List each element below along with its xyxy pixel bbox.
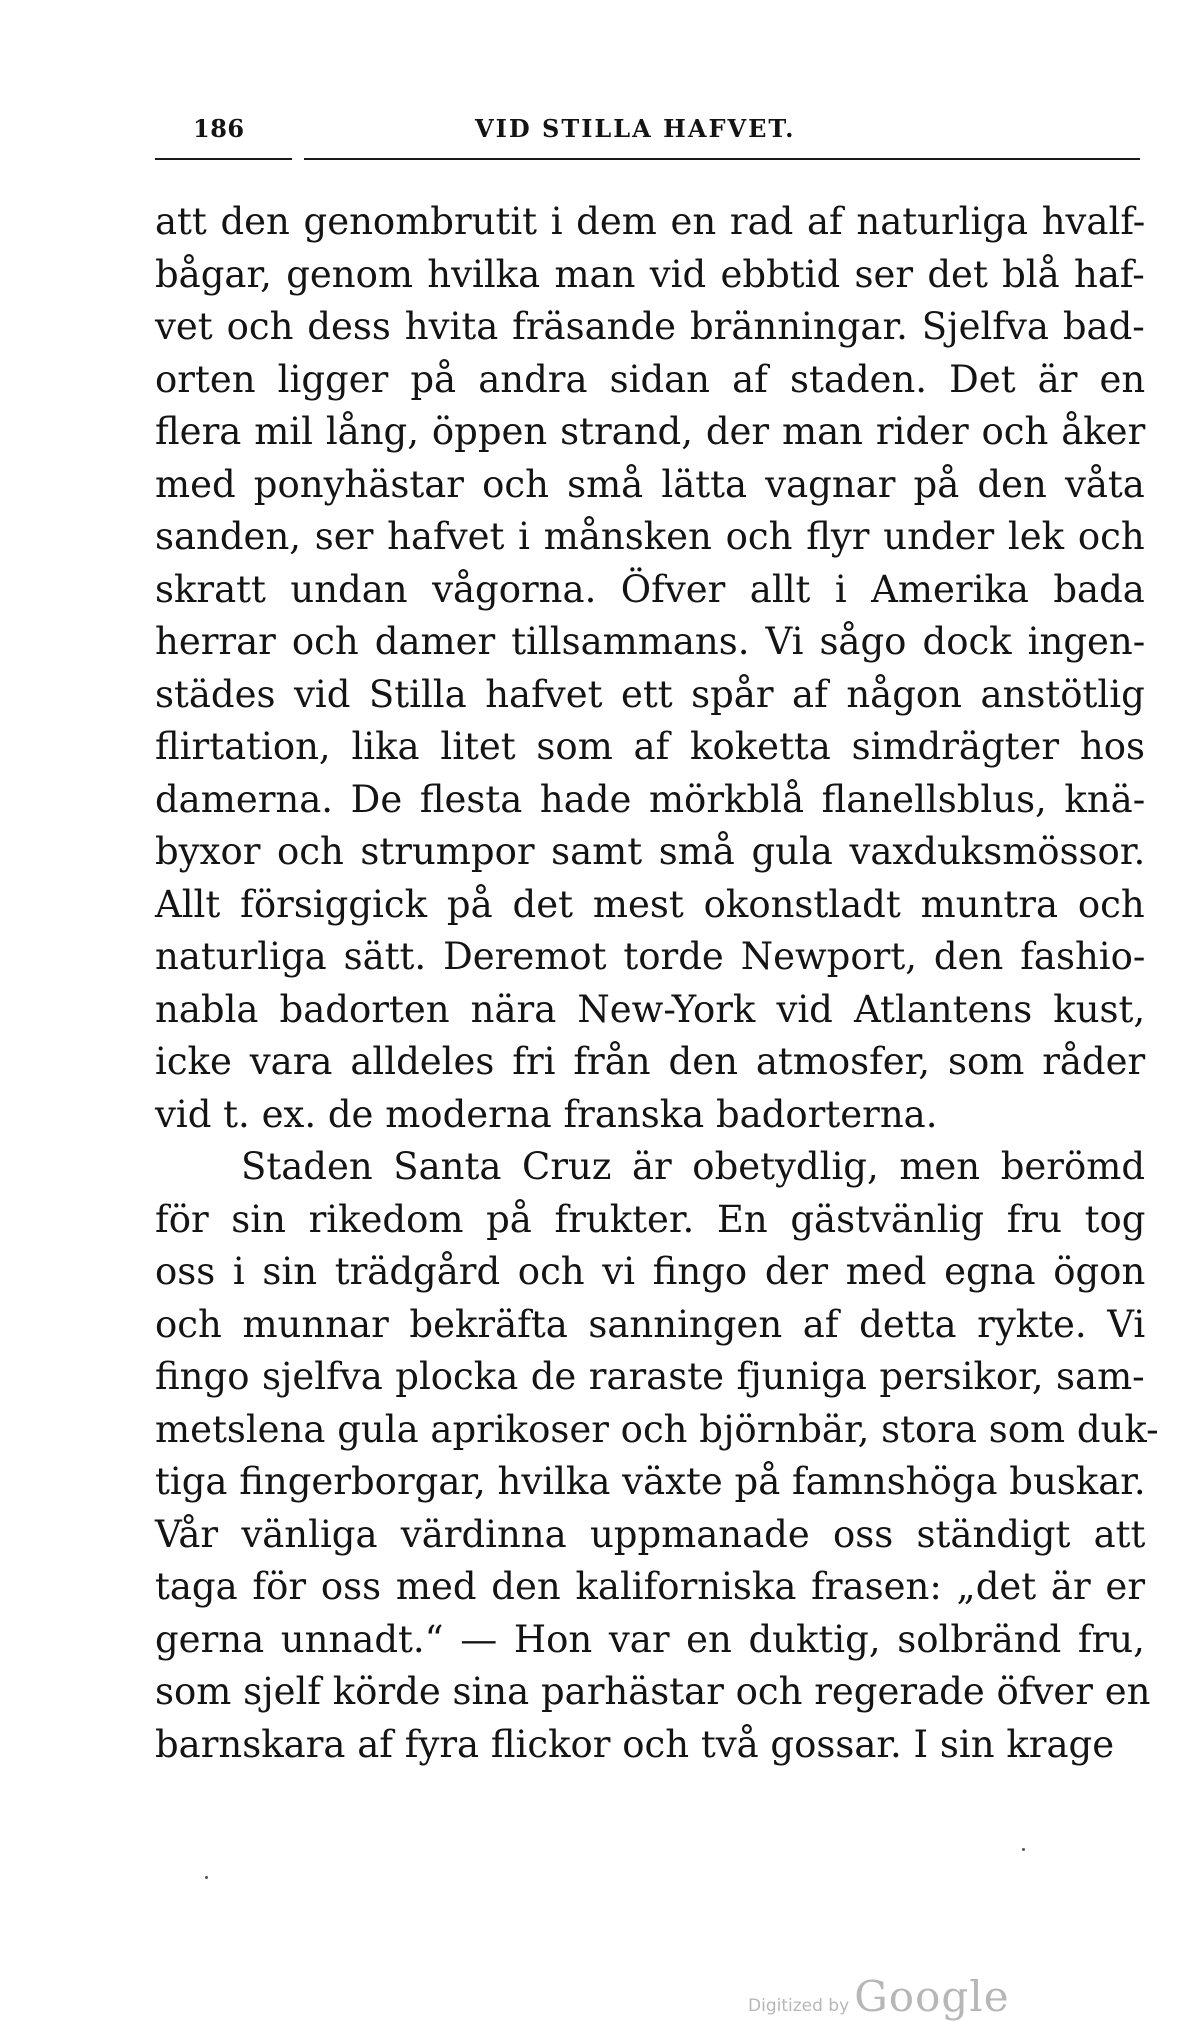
text-line: nabla badorten nära New-York vid Atlantens kust, [155,987,1146,1031]
text-line: vid t. ex. de moderna franska badorterna. [155,1092,938,1136]
paragraph-start-line: Staden Santa Cruz är obetydlig, men berömd [241,1145,1146,1188]
text-line: för sin rikedom på frukter. En gästvänlig fru tog [155,1197,1146,1241]
text-line: tiga fingerborgar, hvilka växte på famnshöga buskar. [155,1460,1146,1503]
text-line: damerna. De flesta hade mörkblå flanellsblus, knä- [155,777,1146,821]
text-line: Allt försiggick på det mest okonstladt muntra och [155,882,1145,926]
text-line: herrar och damer tillsammans. Vi sågo dock ingen- [155,620,1146,663]
google-logo: Google [854,1972,1010,2021]
text-line: gerna unnadt.“ — Hon var en duktig, solbränd fru, [155,1617,1145,1661]
text-line: naturliga sätt. Deremot torde Newport, den fashio- [155,935,1146,978]
text-line: vet och dess hvita fräsande bränningar. Sjelfva bad- [155,305,1145,348]
text-line: fingo sjelfva plocka de raraste fjuniga persikor, sam- [155,1355,1145,1398]
text-line: flirtation, lika litet som af koketta simdrägter hos [155,725,1145,768]
page-header [155,114,1145,144]
text-line: med ponyhästar och små lätta vagnar på den våta [155,462,1145,506]
text-line: Vår vänliga värdinna uppmanade oss ständigt att [155,1512,1146,1556]
text-line: sanden, ser hafvet i månsken och flyr under lek och [155,515,1145,558]
text-line: byxor och strumpor samt små gula vaxduksmössor. [155,830,1146,873]
scan-speck [1022,1848,1025,1851]
text-line: städes vid Stilla hafvet ett spår af någon anstötlig [155,672,1145,716]
text-line: skratt undan vågorna. Öfver allt i Amerika bada [155,567,1145,611]
text-line: taga för oss med den kaliforniska frasen: „det är er [155,1565,1146,1608]
text-line: barnskara af fyra flickor och två gossar. I sin krage [155,1722,1115,1766]
text-line: oss i sin trädgård och vi fingo der med egna ögon [155,1250,1146,1293]
header-rule-left [155,158,292,160]
text-line: att den genombrutit i dem en rad af naturliga hvalf- [155,200,1146,243]
digitized-by-label: Digitized by [748,1996,850,2016]
text-line: som sjelf körde sina parhästar och regerade öfver en [155,1670,1151,1713]
digitization-watermark [748,1972,1010,2022]
text-line: flera mil lång, öppen strand, der man rider och åker [155,410,1146,453]
scan-speck [205,1876,208,1879]
page-number: 186 [193,114,245,143]
text-line: metslena gula aprikoser och björnbär, stora som duk- [155,1407,1159,1451]
text-line: icke vara alldeles fri från den atmosfer, som råder [155,1040,1146,1083]
text-line: orten ligger på andra sidan af staden. Det är en [155,357,1146,401]
running-title: VID STILLA HAFVET. [475,114,796,143]
body-text [155,196,1159,1771]
text-line: bågar, genom hvilka man vid ebbtid ser det blå haf- [155,252,1145,296]
header-rule-right [304,158,1140,160]
text-line: och munnar bekräfta sanningen af detta rykte. Vi [155,1302,1146,1346]
